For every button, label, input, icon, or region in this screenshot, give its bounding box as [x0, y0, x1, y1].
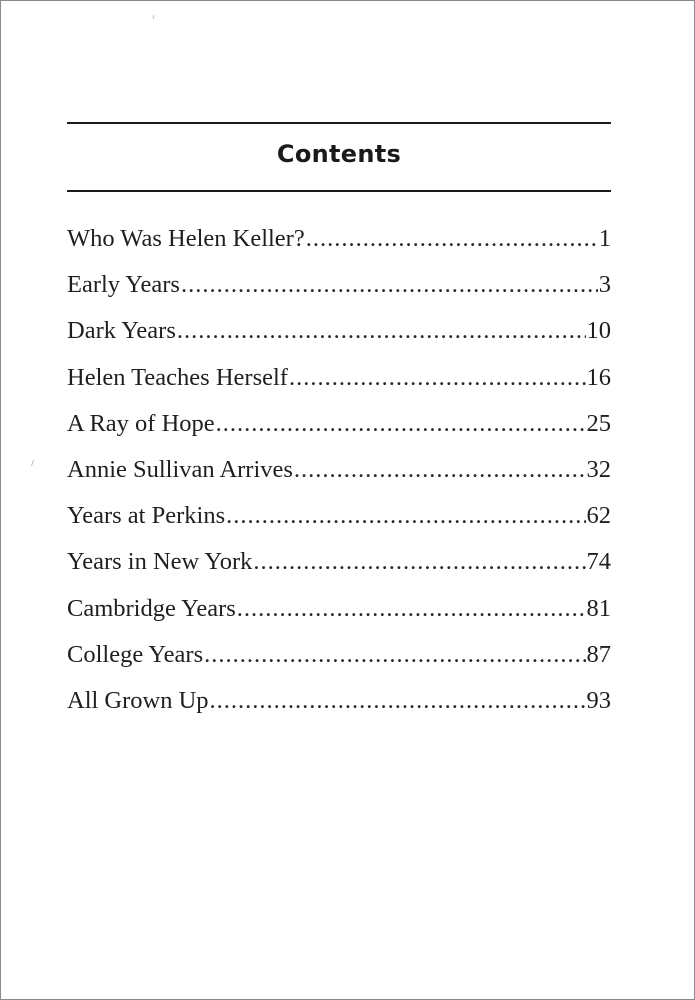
- toc-entry-title: All Grown Up: [67, 686, 209, 714]
- toc-entry-page: 62: [586, 502, 611, 530]
- toc-entry: [67, 687, 611, 733]
- toc-entry-title: Who Was Helen Keller?: [67, 225, 305, 252]
- top-rule: [67, 122, 611, 124]
- toc-entry: [67, 317, 611, 363]
- toc-entry-title: Early Years: [67, 271, 180, 299]
- table-of-contents: [67, 225, 611, 733]
- toc-entry-title: Annie Sullivan Arrives: [67, 455, 293, 483]
- toc-entry-title: Helen Teaches Herself: [67, 363, 288, 391]
- toc-entry-page: 81: [586, 594, 611, 622]
- toc-entry-page: 10: [586, 317, 611, 345]
- toc-entry-page: 1: [598, 225, 611, 252]
- toc-entry: [67, 641, 611, 687]
- toc-entry: [67, 410, 611, 456]
- toc-entry: [67, 225, 611, 271]
- dot-leader: [216, 410, 586, 438]
- toc-entry-page: 87: [586, 640, 611, 668]
- toc-entry: [67, 595, 611, 641]
- dot-leader: [210, 687, 586, 715]
- toc-entry-page: 3: [598, 271, 611, 299]
- toc-entry: [67, 502, 611, 548]
- paper-speck: [152, 15, 154, 19]
- toc-entry: [67, 456, 611, 502]
- toc-entry: [67, 364, 611, 410]
- dot-leader: [237, 595, 586, 623]
- toc-entry-page: 32: [586, 455, 611, 483]
- bottom-rule: [67, 190, 611, 192]
- toc-entry: [67, 271, 611, 317]
- dot-leader: [253, 548, 585, 576]
- dot-leader: [294, 456, 586, 484]
- toc-entry-title: College Years: [67, 640, 204, 668]
- dot-leader: [226, 502, 585, 530]
- dot-leader: [204, 641, 585, 669]
- dot-leader: [306, 225, 598, 253]
- toc-entry-page: 25: [586, 409, 611, 437]
- page-title: Contents: [276, 140, 402, 168]
- dot-leader: [289, 364, 586, 392]
- toc-entry-title: Dark Years: [67, 317, 176, 345]
- paper-speck: [31, 460, 34, 466]
- toc-entry: [67, 548, 611, 594]
- toc-entry-title: A Ray of Hope: [67, 409, 215, 437]
- dot-leader: [177, 317, 586, 345]
- dot-leader: [181, 271, 598, 299]
- toc-entry-page: 74: [586, 548, 611, 576]
- toc-entry-page: 93: [586, 686, 611, 714]
- toc-entry-title: Cambridge Years: [67, 594, 236, 622]
- toc-entry-title: Years in New York: [67, 548, 253, 576]
- toc-entry-title: Years at Perkins: [67, 502, 226, 530]
- toc-entry-page: 16: [586, 363, 611, 391]
